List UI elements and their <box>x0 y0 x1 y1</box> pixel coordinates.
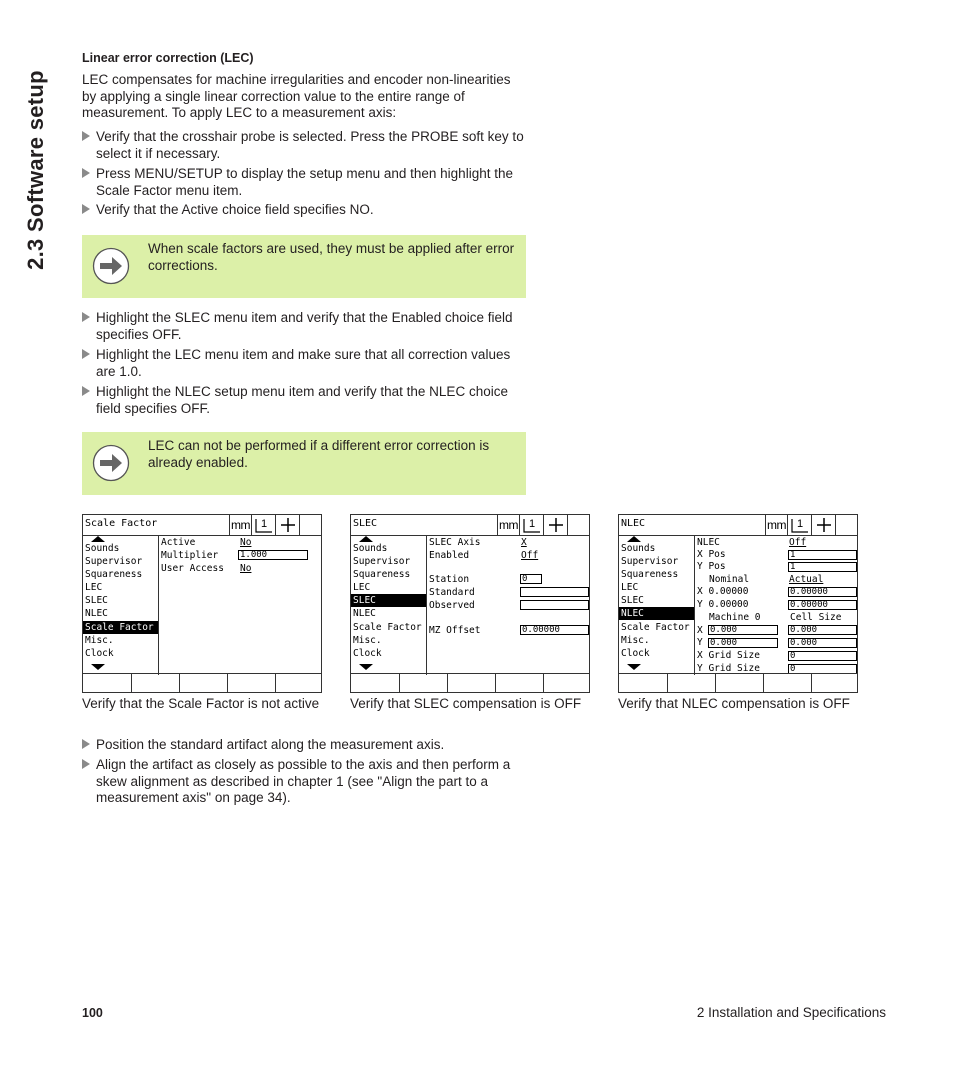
crosshair-probe-icon <box>543 515 567 535</box>
soft-key[interactable] <box>447 674 496 692</box>
scroll-down-icon[interactable] <box>627 664 641 670</box>
soft-key[interactable] <box>179 674 228 692</box>
screen-titlebar <box>619 515 857 536</box>
enabled-choice-field[interactable]: Off <box>521 550 539 561</box>
setup-menu <box>83 535 159 675</box>
field-label: X <box>697 625 703 636</box>
menu-item-lec[interactable]: LEC <box>621 582 639 593</box>
soft-key[interactable] <box>227 674 276 692</box>
actual-y-field[interactable]: 0.00000 <box>788 600 857 610</box>
field-label: Y <box>697 637 703 648</box>
multiplier-field[interactable]: 1.000 <box>238 550 308 560</box>
screen-titlebar <box>351 515 589 536</box>
soft-key[interactable] <box>543 674 590 692</box>
cell-size-y-field[interactable]: 0.000 <box>788 638 857 648</box>
bullet-item: Highlight the SLEC menu item and verify that the Enabled choice field specifies OFF. <box>82 310 527 343</box>
field-label: Station <box>429 574 470 585</box>
setup-menu <box>619 535 695 675</box>
menu-item-lec[interactable]: LEC <box>85 582 103 593</box>
field-label: Multiplier <box>161 550 219 561</box>
menu-item-clock[interactable]: Clock <box>621 648 650 659</box>
figure-caption: Verify that the Scale Factor is not active <box>82 696 320 711</box>
menu-item-supervisor[interactable]: Supervisor <box>621 556 679 567</box>
menu-item-slec[interactable]: SLEC <box>621 595 644 606</box>
bullet-arrow-icon <box>82 204 90 214</box>
note-box <box>82 432 526 495</box>
field-label: Y 0.00000 <box>697 599 749 610</box>
screen-title: Scale Factor <box>85 518 158 529</box>
menu-item-slec[interactable]: SLEC <box>351 594 426 607</box>
bullet-item: Highlight the LEC menu item and make sure that all correction values are 1.0. <box>82 347 527 380</box>
datum-icon <box>519 515 543 535</box>
bullet-arrow-icon <box>82 739 90 749</box>
menu-item-supervisor[interactable]: Supervisor <box>85 556 143 567</box>
datum-icon <box>251 515 275 535</box>
bullet-arrow-icon <box>82 131 90 141</box>
machine-x-field[interactable]: 0.000 <box>708 625 778 635</box>
soft-key[interactable] <box>811 674 858 692</box>
screen-titlebar <box>83 515 321 536</box>
field-label: Machine 0 <box>709 612 761 623</box>
menu-item-misc[interactable]: Misc. <box>85 635 114 646</box>
menu-item-supervisor[interactable]: Supervisor <box>353 556 411 567</box>
user-access-choice-field[interactable]: No <box>240 563 252 574</box>
svg-text:1: 1 <box>261 518 268 530</box>
bullet-item: Verify that the Active choice field specifies NO. <box>82 202 527 219</box>
field-label: Nominal <box>709 574 750 585</box>
menu-item-scale-factor[interactable]: Scale Factor <box>353 622 422 633</box>
field-label: NLEC <box>697 537 720 548</box>
bullet-arrow-icon <box>82 168 90 178</box>
menu-item-misc[interactable]: Misc. <box>353 635 382 646</box>
soft-key[interactable] <box>275 674 322 692</box>
screen-scale-factor <box>82 514 322 693</box>
field-label: Observed <box>429 600 475 611</box>
soft-key[interactable] <box>715 674 764 692</box>
menu-item-nlec[interactable]: NLEC <box>85 608 108 619</box>
x-grid-size-field[interactable]: 0 <box>788 651 857 661</box>
screen-title: NLEC <box>621 518 646 529</box>
x-pos-field[interactable]: 1 <box>788 550 857 560</box>
scroll-down-icon[interactable] <box>91 664 105 670</box>
bullet-item: Align the artifact as closely as possible to the axis and then perform a skew alignment as described in chapter 1 (see "Align the part to a measurement axis" on page 34). <box>82 757 527 807</box>
menu-item-misc[interactable]: Misc. <box>621 635 650 646</box>
field-label: MZ Offset <box>429 625 481 636</box>
unit-mm-label: mm <box>765 515 787 535</box>
menu-item-sounds[interactable]: Sounds <box>353 543 388 554</box>
standard-field[interactable] <box>520 587 589 597</box>
active-choice-field[interactable]: No <box>240 537 252 548</box>
soft-key-bar <box>619 673 857 692</box>
soft-key[interactable] <box>399 674 448 692</box>
slec-axis-choice-field[interactable]: X <box>521 537 527 548</box>
note-text: When scale factors are used, they must be applied after error corrections. <box>148 241 515 273</box>
bullet-item: Highlight the NLEC setup menu item and verify that the NLEC choice field specifies OFF. <box>82 384 527 417</box>
note-arrow-icon <box>92 247 130 285</box>
y-pos-field[interactable]: 1 <box>788 562 857 572</box>
menu-item-sounds[interactable]: Sounds <box>621 543 656 554</box>
screen-slec <box>350 514 590 693</box>
unit-mm-label: mm <box>497 515 519 535</box>
menu-item-slec[interactable]: SLEC <box>85 595 108 606</box>
menu-item-nlec[interactable]: NLEC <box>353 608 376 619</box>
field-label: Active <box>161 537 196 548</box>
note-arrow-icon <box>92 444 130 482</box>
y-grid-size-field[interactable]: 0 <box>788 664 857 674</box>
datum-icon <box>787 515 811 535</box>
figure-caption: Verify that SLEC compensation is OFF <box>350 696 582 711</box>
bullet-arrow-icon <box>82 349 90 359</box>
field-label: Y Grid Size <box>697 663 760 674</box>
bullet-arrow-icon <box>82 386 90 396</box>
menu-item-sounds[interactable]: Sounds <box>85 543 120 554</box>
figure-caption: Verify that NLEC compensation is OFF <box>618 696 850 711</box>
field-label: X Pos <box>697 549 726 560</box>
column-header-actual: Actual <box>789 574 824 585</box>
field-label: Y Pos <box>697 561 726 572</box>
bullet-arrow-icon <box>82 312 90 322</box>
svg-text:1: 1 <box>797 518 804 530</box>
bullet-item: Verify that the crosshair probe is selected. Press the PROBE soft key to select it if necessary. <box>82 129 527 162</box>
screen-title: SLEC <box>353 518 378 529</box>
section-side-title: 2.3 Software setup <box>23 70 48 270</box>
menu-item-nlec[interactable]: NLEC <box>619 607 694 620</box>
unit-mm-label: mm <box>229 515 251 535</box>
bullet-arrow-icon <box>82 759 90 769</box>
menu-item-squareness[interactable]: Squareness <box>621 569 679 580</box>
screen-nlec <box>618 514 858 693</box>
scroll-down-icon[interactable] <box>359 664 373 670</box>
titlebar-blank-cell <box>567 515 589 535</box>
station-field[interactable]: 0 <box>520 574 542 584</box>
field-label: X Grid Size <box>697 650 760 661</box>
field-label: User Access <box>161 563 224 574</box>
note-text: LEC can not be performed if a different error correction is already enabled. <box>148 438 490 470</box>
soft-key[interactable] <box>495 674 544 692</box>
page-number: 100 <box>82 1006 103 1020</box>
column-header-cell-size: Cell Size <box>790 612 842 623</box>
field-label: Standard <box>429 587 475 598</box>
svg-text:1: 1 <box>529 518 536 530</box>
menu-item-scale-factor[interactable]: Scale Factor <box>83 621 158 634</box>
intro-paragraph: LEC compensates for machine irregularities and encoder non-linearities by applying a single linear correction value to the entire range of measurement. To apply LEC to a measurement axis: <box>82 72 511 120</box>
titlebar-blank-cell <box>299 515 321 535</box>
menu-item-clock[interactable]: Clock <box>353 648 382 659</box>
actual-x-field[interactable]: 0.00000 <box>788 587 857 597</box>
cell-size-x-field[interactable]: 0.000 <box>788 625 857 635</box>
titlebar-blank-cell <box>835 515 857 535</box>
bullet-item: Position the standard artifact along the measurement axis. <box>82 737 527 754</box>
soft-key-bar <box>351 673 589 692</box>
soft-key-bar <box>83 673 321 692</box>
chapter-footer: 2 Installation and Specifications <box>696 1005 886 1020</box>
note-box <box>82 235 526 298</box>
bullet-item: Press MENU/SETUP to display the setup menu and then highlight the Scale Factor menu item. <box>82 166 527 199</box>
field-label: X 0.00000 <box>697 586 749 597</box>
section-heading: Linear error correction (LEC) <box>82 51 254 65</box>
menu-item-squareness[interactable]: Squareness <box>85 569 143 580</box>
field-label: Enabled <box>429 550 470 561</box>
setup-menu <box>351 535 427 675</box>
crosshair-probe-icon <box>275 515 299 535</box>
menu-item-lec[interactable]: LEC <box>353 582 371 593</box>
machine-y-field[interactable]: 0.000 <box>708 638 778 648</box>
soft-key[interactable] <box>131 674 180 692</box>
crosshair-probe-icon <box>811 515 835 535</box>
menu-item-squareness[interactable]: Squareness <box>353 569 411 580</box>
soft-key[interactable] <box>667 674 716 692</box>
menu-item-scale-factor[interactable]: Scale Factor <box>621 622 690 633</box>
mz-offset-field[interactable]: 0.00000 <box>520 625 589 635</box>
observed-field[interactable] <box>520 600 589 610</box>
menu-item-clock[interactable]: Clock <box>85 648 114 659</box>
soft-key[interactable] <box>763 674 812 692</box>
nlec-choice-field[interactable]: Off <box>789 537 807 548</box>
field-label: SLEC Axis <box>429 537 481 548</box>
